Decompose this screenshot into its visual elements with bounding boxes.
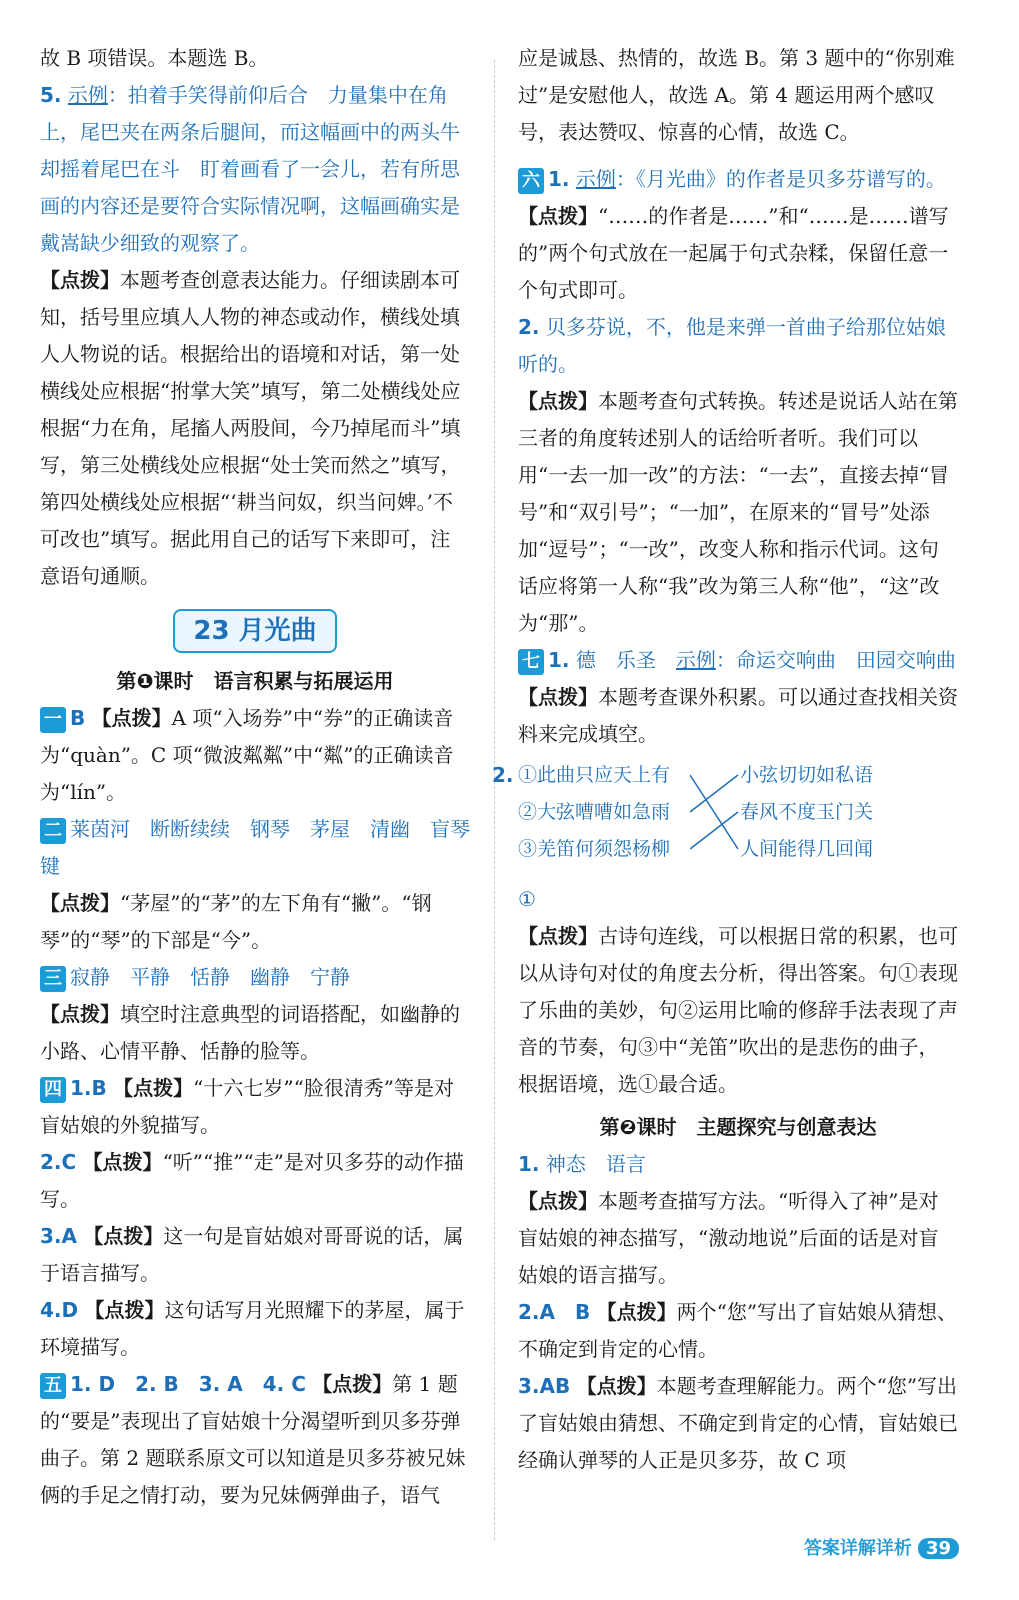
answers: 1. D 2. B 3. A 4. C: [70, 1372, 306, 1396]
answer: 贝多芬说，不，他是来弹一首曲子给那位姑娘听的。: [518, 315, 946, 376]
match-lines: [690, 757, 740, 869]
section-6-q1-tip: [518, 198, 958, 309]
extra-answer: ①: [518, 887, 536, 911]
section-badge: 五: [40, 1373, 66, 1399]
tip-text: A 项“入场券”中“券”的正确读音为“quàn”。C 项“微波粼粼”中“粼”的正确读音为“lín”。: [40, 706, 454, 804]
match-left-2: ②大弦嘈嘈如急雨: [518, 801, 671, 823]
answer: AB: [539, 1374, 571, 1398]
lesson-title: 23 月光曲: [173, 609, 337, 653]
tip-label: 【点拨】: [40, 1002, 120, 1026]
tip-label: 【点拨】: [518, 204, 598, 228]
match-left: [518, 757, 670, 868]
section-7-q2-tip: [518, 918, 958, 1103]
match-left-3: ③羌笛何须怨杨柳: [518, 838, 671, 860]
intro-line: 故 B 项错误。本题选 B。: [40, 46, 269, 70]
q-num: 1.: [548, 648, 570, 672]
answer-2: ：命运交响曲 田园交响曲: [715, 648, 956, 672]
continued-text: 应是诚恳、热情的，故选 B。第 3 题中的“你别难过”是安慰他人，故选 A。第 4 题运用两个感叹号，表达赞叹、惊喜的心情，故选 C。: [518, 46, 955, 144]
section-1: [40, 700, 470, 811]
answer: 莱茵河 断断续续 钢琴 茅屋 清幽 盲琴键: [40, 817, 470, 878]
tip-text: “茅屋”的“茅”的左下角有“撇”。“钢琴”的“琴”的下部是“今”。: [40, 891, 432, 952]
section-4-q4: [40, 1292, 470, 1366]
section-3: [40, 959, 470, 996]
section-4-q2: [40, 1144, 470, 1218]
q-num: 1.: [548, 167, 570, 191]
section-4-q1: [40, 1070, 470, 1144]
tip-label: 【点拨】: [83, 1224, 164, 1248]
answer: B: [70, 706, 86, 730]
answer: A: [61, 1224, 77, 1248]
section-2-tip: [40, 885, 470, 959]
answer: ：《月光曲》的作者是贝多芬谱写的。: [615, 167, 946, 191]
tip-label: 【点拨】: [596, 1300, 677, 1324]
tip-text: “听”“推”“走”是对贝多芬的动作描写。: [40, 1150, 464, 1211]
q-num: 2.: [40, 1150, 62, 1174]
section-badge: 三: [40, 966, 66, 992]
section-badge: 二: [40, 818, 66, 844]
section-4-q3: [40, 1218, 470, 1292]
answer: C: [61, 1150, 77, 1174]
q-num: 4.: [40, 1298, 62, 1322]
section-6-q2: [518, 309, 958, 383]
match-right-3: 人间能得几回闻: [740, 838, 874, 860]
section-5: [40, 1366, 470, 1514]
tip-text: “十六七岁”“脸很清秀”等是对盲姑娘的外貌描写。: [40, 1076, 455, 1137]
q5-block: [40, 77, 480, 262]
answer: 寂静 平静 恬静 幽静 宁静: [70, 965, 350, 989]
match-right-2: 春风不度玉门关: [740, 801, 874, 823]
tip-label: 【点拨】: [40, 268, 120, 292]
answer: 德 乐圣: [575, 648, 676, 672]
topic-q1: [518, 1146, 958, 1183]
section-badge: 四: [40, 1077, 66, 1103]
tip-text: 本题考查课外积累。可以通过查找相关资料来完成填空。: [518, 685, 958, 746]
tip-text: “……的作者是……”和“……是……谱写的”两个句式放在一起属于句式杂糅，保留任意一个句式即可。: [518, 204, 949, 302]
q-num: 3.: [518, 1374, 540, 1398]
lesson2-heading: 第❷课时 主题探究与创意表达: [599, 1115, 877, 1139]
q5-num: 5.: [40, 83, 62, 107]
tip-text: 本题考查描写方法。“听得入了神”是对盲姑娘的神态描写，“激动地说”后面的话是对盲姑娘的语言描写。: [518, 1189, 939, 1287]
topic-q2: [518, 1294, 958, 1368]
section-2: [40, 811, 470, 885]
topic-q1-tip: [518, 1183, 958, 1294]
tip-text: 本题考查创意表达能力。仔细读剧本可知，括号里应填人人物的神态或动作，横线处填人人物说的话。根据给出的语境和对话，第一处横线处应根据“拊掌大笑”填写，第二处横线处应根据“力在角，尾搐人两股间，今乃掉尾而斗”填写，第三处横线处应根据“处士笑而然之”填写，第四处横线处应根据“‘耕当问奴，织当问婢。’不可改也”填写。据此用自己的话写下来即可，注意语句通顺。: [40, 268, 461, 588]
tip-label: 【点拨】: [518, 924, 598, 948]
matching-diagram: [492, 757, 958, 877]
tip-text: 填空时注意典型的词语搭配，如幽静的小路、心情平静、恬静的脸等。: [40, 1002, 460, 1063]
q5-tip: [40, 262, 470, 595]
right-column: [492, 40, 958, 1479]
q-num: 2.: [518, 315, 540, 339]
tip-text: 两个“您”写出了盲姑娘从猜想、不确定到肯定的心情。: [518, 1300, 958, 1361]
page-footer: [804, 1534, 959, 1560]
q-num: 1.: [70, 1076, 92, 1100]
match-right: [740, 757, 873, 868]
tip-label: 【点拨】: [40, 891, 120, 915]
page-number: 39: [918, 1538, 959, 1559]
match-left-1: ①此曲只应天上有: [518, 764, 671, 786]
answer: B: [91, 1076, 107, 1100]
section-badge: 七: [518, 649, 544, 675]
section-7-q1: [518, 642, 958, 679]
q-num: 2.: [518, 1300, 540, 1324]
q-num: 1.: [518, 1152, 540, 1176]
tip-label: 【点拨】: [518, 1189, 598, 1213]
example-label: 示例: [675, 648, 716, 672]
match-right-1: 小弦切切如私语: [740, 764, 874, 786]
tip-text: 古诗句连线，可以根据日常的积累，也可以从诗句对仗的角度去分析，得出答案。句①表现了乐曲的美妙，句②运用比喻的修辞手法表现了声音的节奏，句③中“羌笛”吹出的是悲伤的曲子，根据语境，选①最合适。: [518, 924, 958, 1096]
tip-label: 【点拨】: [518, 685, 598, 709]
tip-text: 这一句是盲姑娘对哥哥说的话，属于语言描写。: [40, 1224, 464, 1285]
q5-example-label: 示例: [67, 83, 108, 107]
tip-label: 【点拨】: [312, 1372, 393, 1396]
column-divider: [494, 60, 495, 1540]
left-column: [40, 40, 480, 1514]
tip-text: 本题考查理解能力。两个“您”写出了盲姑娘由猜想、不确定到肯定的心情，盲姑娘已经确认弹琴的人正是贝多芬，故 C 项: [518, 1374, 958, 1472]
q-num: 3.: [40, 1224, 62, 1248]
answer: 神态 语言: [545, 1152, 646, 1176]
section-7-q2: [492, 757, 958, 918]
tip-text: 本题考查句式转换。转述是说话人站在第三者的角度转述别人的话给听者听。我们可以用“一去一加一改”的方法：“一去”，直接去掉“冒号”和“双引号”；“一加”，在原来的“冒号”处添加“逗号”；“一改”，改变人称和指示代词。这句话应将第一人称“我”改为第三人称“他”，“这”改为“那”。: [518, 389, 958, 635]
footer-label: 答案详解详析: [803, 1538, 912, 1559]
section-badge: 六: [518, 168, 544, 194]
section-7-q1-tip: [518, 679, 958, 753]
section-6-q1: [518, 161, 958, 198]
answer: A B: [539, 1300, 591, 1324]
tip-label: 【点拨】: [91, 706, 172, 730]
lesson1-heading: 第❶课时 语言积累与拓展运用: [116, 669, 394, 693]
q5-answer: ：拍着手笑得前仰后合 力量集中在角上，尾巴夹在两条后腿间，而这幅画中的两头牛却摇着尾巴在斗 盯着画看了一会儿，若有所思 画的内容还是要符合实际情况啊，这幅画确实是戴嵩缺少细致的观察了。: [40, 83, 480, 255]
tip-text: 这句话写月光照耀下的茅屋，属于环境描写。: [40, 1298, 465, 1359]
section-6-q2-tip: [518, 383, 958, 642]
q-num: 2.: [492, 763, 514, 787]
tip-label: 【点拨】: [518, 389, 598, 413]
section-3-tip: [40, 996, 470, 1070]
topic-q3: [518, 1368, 958, 1479]
answer: D: [61, 1298, 79, 1322]
example-label: 示例: [575, 167, 616, 191]
section-badge: 一: [40, 707, 66, 733]
tip-label: 【点拨】: [82, 1150, 163, 1174]
tip-label: 【点拨】: [576, 1374, 657, 1398]
tip-text: 第 1 题的“要是”表现出了盲姑娘十分渴望听到贝多芬弹曲子。第 2 题联系原文可以知道是贝多芬被兄妹俩的手足之情打动，要为兄妹俩弹曲子，语气: [40, 1372, 466, 1507]
tip-label: 【点拨】: [84, 1298, 165, 1322]
tip-label: 【点拨】: [113, 1076, 194, 1100]
